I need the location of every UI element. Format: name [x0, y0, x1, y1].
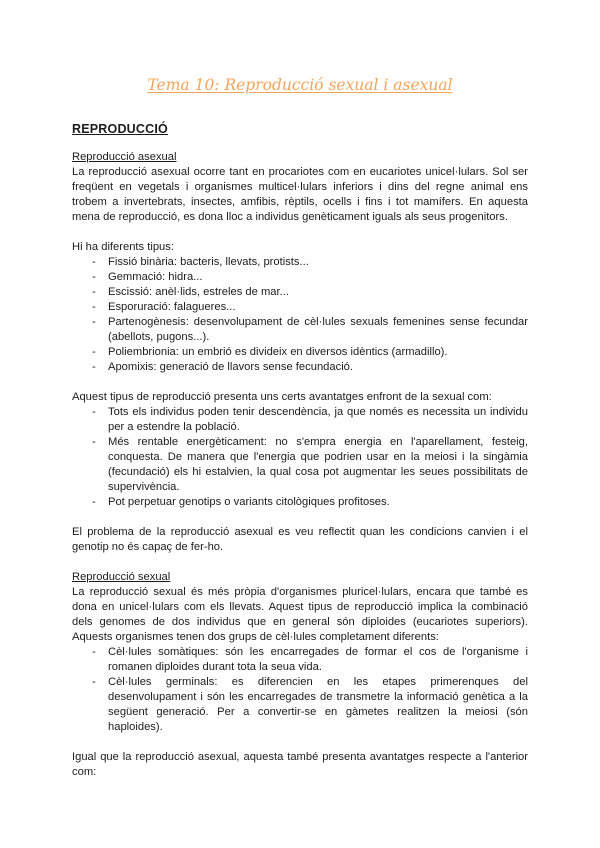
paragraph-problem: El problema de la reproducció asexual es veu reflectit quan les condicions canvien i el genotip no és capaç de fer-ho.	[72, 526, 528, 553]
list-item: - Poliembrionia: un embrió es divideix en diversos idèntics (armadillo).	[72, 345, 528, 360]
list-item: - Apomixis: generació de llavors sense fecundació.	[72, 360, 528, 375]
subsection-title-sexual: Reproducció sexual	[72, 571, 171, 583]
list-item: - Cèl·lules germinals: es diferencien en les etapes primerenques del desenvolupament i són les encarregades de transmetre la informació genètica a la següent generació. Per a convertir-se en gàmetes realitzen la meiosi (són haploides).	[72, 675, 528, 735]
paragraph-advantages-intro: Aquest tipus de reproducció presenta uns certs avantatges enfront de la sexual com:	[72, 391, 492, 403]
paragraph-types-intro: Hi ha diferents tipus:	[72, 241, 174, 253]
paragraph-sexual-intro: La reproducció sexual és més pròpia d'organismes pluricel·lulars, encara que també es dona en unicel·lulars com els llevats. Aquest tipus de reproducció implica la combinació dels genomes de dos individus que en general són diploides (eucariotes superiors). Aquests organismes tenen dos grups de cèl·lules completament diferents:	[72, 586, 528, 643]
list-item: - Fissió binària: bacteris, llevats, protists...	[72, 255, 528, 270]
list-item: - Cèl·lules somàtiques: són les encarregades de formar el cos de l'organisme i romanen diploides durant tota la seua vida.	[72, 645, 528, 675]
paragraph-sexual-closing: Igual que la reproducció asexual, aquesta també presenta avantatges respecte a l'anterior com:	[72, 751, 528, 778]
list-item: - Escissió: anèl·lids, estreles de mar...	[72, 285, 528, 300]
list-item: - Pot perpetuar genotips o variants citològiques profitoses.	[72, 495, 528, 510]
list-item: - Partenogènesis: desenvolupament de cèl·lules sexuals femenines sense fecundar (abellots, pugons...).	[72, 315, 528, 345]
cell-groups-list	[72, 645, 528, 735]
section-heading: REPRODUCCIÓ	[72, 122, 168, 136]
paragraph-asexual-intro: La reproducció asexual ocorre tant en procariotes com en eucariotes unicel·lulars. Sol ser freqüent en vegetals i organismes multicel·lulars inferiors i dins del regne animal ens trobem a invertebrats, insectes, amfibis, rèptils, ocells i fins i tot mamífers. En aquesta mena de reproducció, es dona lloc a individus genèticament iguals als seus progenitors.	[72, 166, 528, 223]
document-title: Tema 10: Reproducció sexual i asexual	[147, 76, 453, 94]
subsection-title-asexual: Reproducció asexual	[72, 151, 177, 163]
list-item: - Tots els individus poden tenir descendència, ja que només es necessita un individu per a estendre la població.	[72, 405, 528, 435]
types-list	[72, 255, 528, 375]
list-item: - Més rentable energèticament: no s'empra energia en l'aparellament, festeig, conquesta. De manera que l'energia que podrien usar en la meiosi i la singàmia (fecundació) els hi estalvien, la qual cosa pot augmentar les seues possibilitats de supervivència.	[72, 435, 528, 495]
list-item: - Gemmació: hidra...	[72, 270, 528, 285]
advantages-list	[72, 405, 528, 510]
list-item: - Esporuració: falagueres...	[72, 300, 528, 315]
document-body	[72, 122, 528, 780]
